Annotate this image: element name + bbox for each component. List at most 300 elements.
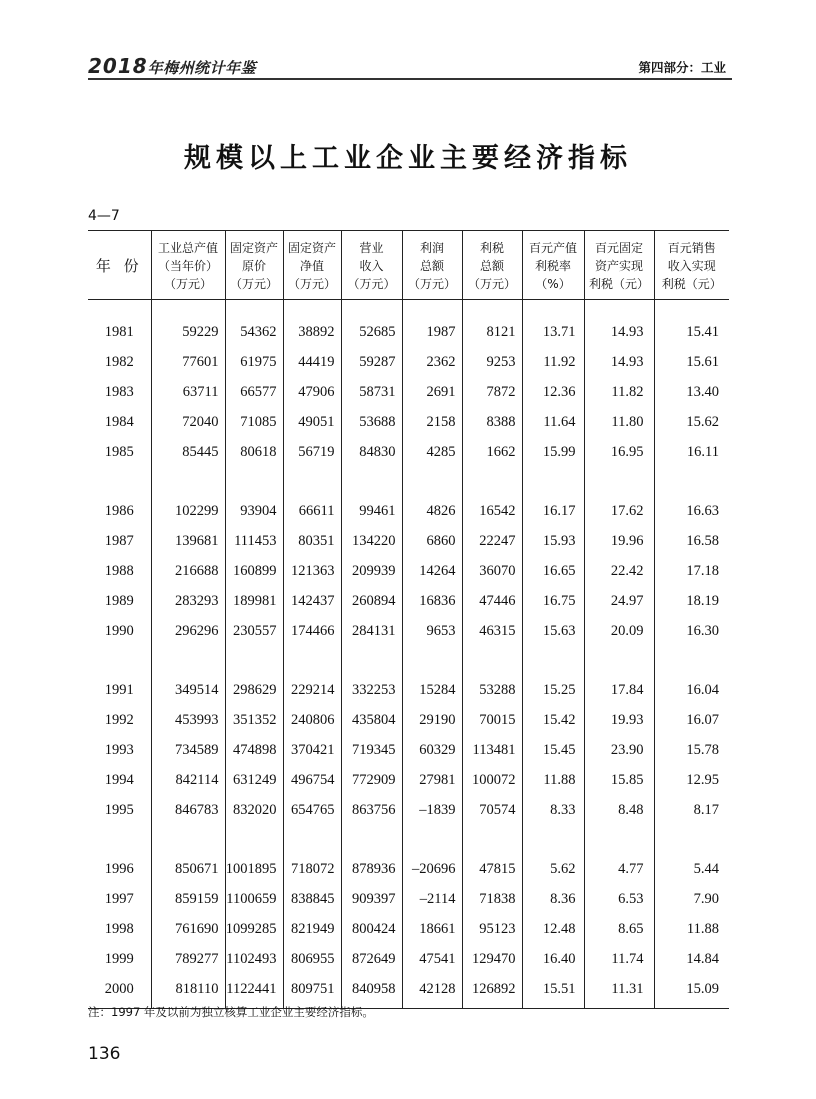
cell-tax: 126892	[462, 974, 522, 1008]
cell-per_sales: 13.40	[654, 378, 729, 408]
cell-per_fixed: 16.95	[584, 437, 654, 467]
cell-year: 1984	[104, 413, 134, 430]
cell-year: 1997	[104, 891, 134, 908]
cell-revenue: 878936	[341, 855, 402, 885]
cell-year: 1987	[104, 533, 134, 550]
cell-profit: 15284	[402, 676, 462, 706]
cell-ratio: 8.36	[522, 885, 584, 915]
spacer-cell	[402, 467, 462, 497]
cell-per_fixed: 20.09	[584, 616, 654, 646]
column-header-line: （万元）	[467, 277, 516, 291]
cell-output: 296296	[151, 616, 225, 646]
cell-tax: 95123	[462, 915, 522, 945]
cell-output: 72040	[151, 407, 225, 437]
column-header-line: 年 份	[95, 257, 143, 275]
cell-revenue: 435804	[341, 706, 402, 736]
cell-profit: 9653	[402, 616, 462, 646]
cell-fixed_net: 44419	[283, 348, 341, 378]
cell-year: 2000	[88, 974, 151, 1008]
cell-output: 453993	[151, 706, 225, 736]
cell-fixed_net: 38892	[283, 300, 341, 348]
cell-year: 1992	[104, 712, 134, 729]
cell-output: 283293	[151, 586, 225, 616]
cell-tax: 129470	[462, 944, 522, 974]
column-header-fixed_net	[283, 231, 341, 300]
cell-per_sales: 16.63	[654, 497, 729, 527]
cell-profit: 2362	[402, 348, 462, 378]
cell-fixed_net: 47906	[283, 378, 341, 408]
cell-fixed_net: 838845	[283, 885, 341, 915]
cell-per_fixed: 11.31	[584, 974, 654, 1008]
cell-fixed_net: 80351	[283, 527, 341, 557]
cell-profit: 42128	[402, 974, 462, 1008]
cell-fixed_orig: 230557	[225, 616, 283, 646]
spacer-cell	[283, 467, 341, 497]
cell-tax: 100072	[462, 765, 522, 795]
column-header-line: （万元）	[229, 277, 278, 291]
cell-fixed_orig: 80618	[225, 437, 283, 467]
cell-tax: 1662	[462, 437, 522, 467]
table-row	[88, 885, 729, 915]
table-body	[88, 300, 729, 1009]
cell-tax: 8388	[462, 407, 522, 437]
cell-year: 1998	[104, 920, 134, 937]
table-row	[88, 300, 729, 348]
table-row	[88, 497, 729, 527]
cell-per_sales: 16.07	[654, 706, 729, 736]
column-header-line: 利税率	[534, 259, 571, 273]
spacer-cell	[151, 825, 225, 855]
cell-revenue: 59287	[341, 348, 402, 378]
cell-revenue: 872649	[341, 944, 402, 974]
column-header-line: 原价	[241, 259, 266, 273]
cell-revenue: 772909	[341, 765, 402, 795]
cell-fixed_net: 496754	[283, 765, 341, 795]
cell-fixed_net: 718072	[283, 855, 341, 885]
cell-output: 734589	[151, 736, 225, 766]
column-header-line: 百元销售	[667, 241, 716, 255]
cell-ratio: 13.71	[522, 300, 584, 348]
cell-per_fixed: 24.97	[584, 586, 654, 616]
table-row	[88, 795, 729, 825]
spacer-cell	[225, 646, 283, 676]
book-title-year: 2018	[88, 54, 148, 78]
cell-fixed_net: 229214	[283, 676, 341, 706]
cell-year: 1989	[104, 592, 134, 609]
table-row	[88, 348, 729, 378]
table-number: 4—7	[88, 208, 120, 224]
cell-tax: 71838	[462, 885, 522, 915]
cell-per_fixed: 19.93	[584, 706, 654, 736]
spacer-cell	[341, 467, 402, 497]
cell-fixed_orig: 1100659	[225, 885, 283, 915]
column-header-line: （%）	[535, 277, 571, 291]
cell-output: 761690	[151, 915, 225, 945]
cell-revenue: 284131	[341, 616, 402, 646]
spacer-cell	[522, 825, 584, 855]
cell-year: 1986	[104, 503, 134, 520]
column-header-per_fixed	[584, 231, 654, 300]
cell-ratio: 11.92	[522, 348, 584, 378]
cell-revenue: 863756	[341, 795, 402, 825]
table-row	[88, 557, 729, 587]
cell-per_sales: 18.19	[654, 586, 729, 616]
cell-year: 1990	[104, 622, 134, 639]
cell-per_sales: 15.09	[654, 974, 729, 1008]
table-row	[88, 676, 729, 706]
cell-per_fixed: 11.74	[584, 944, 654, 974]
column-header-line: （万元）	[407, 277, 456, 291]
cell-per_fixed: 6.53	[584, 885, 654, 915]
cell-tax: 22247	[462, 527, 522, 557]
section-title: 第四部分：工业	[638, 60, 726, 75]
spacer-cell	[462, 646, 522, 676]
spacer-cell	[88, 467, 151, 497]
spacer-cell	[462, 467, 522, 497]
column-header-profit	[402, 231, 462, 300]
spacer-cell	[88, 825, 151, 855]
cell-profit: –20696	[402, 855, 462, 885]
cell-fixed_orig: 189981	[225, 586, 283, 616]
cell-tax: 70574	[462, 795, 522, 825]
cell-tax: 53288	[462, 676, 522, 706]
cell-ratio: 15.99	[522, 437, 584, 467]
cell-revenue: 719345	[341, 736, 402, 766]
cell-revenue: 58731	[341, 378, 402, 408]
column-header-line: 工业总产值	[157, 241, 218, 255]
cell-fixed_orig: 351352	[225, 706, 283, 736]
cell-per_fixed: 4.77	[584, 855, 654, 885]
spacer-cell	[341, 825, 402, 855]
table-row	[88, 586, 729, 616]
column-header-line: 利税（元）	[661, 277, 722, 291]
column-header-line: 总额	[479, 259, 504, 273]
cell-per_fixed: 8.65	[584, 915, 654, 945]
cell-fixed_orig: 1122441	[225, 974, 283, 1008]
cell-per_sales: 16.30	[654, 616, 729, 646]
column-header-fixed_orig	[225, 231, 283, 300]
cell-ratio: 5.62	[522, 855, 584, 885]
cell-fixed_net: 240806	[283, 706, 341, 736]
cell-ratio: 12.36	[522, 378, 584, 408]
spacer-cell	[151, 646, 225, 676]
cell-per_sales: 5.44	[654, 855, 729, 885]
spacer-cell	[283, 825, 341, 855]
table-row	[88, 765, 729, 795]
cell-output: 102299	[151, 497, 225, 527]
cell-per_sales: 7.90	[654, 885, 729, 915]
cell-per_sales: 15.41	[654, 300, 729, 348]
cell-output: 842114	[151, 765, 225, 795]
cell-per_sales: 16.04	[654, 676, 729, 706]
cell-output: 85445	[151, 437, 225, 467]
cell-ratio: 16.75	[522, 586, 584, 616]
cell-output: 789277	[151, 944, 225, 974]
group-spacer	[88, 646, 729, 676]
cell-profit: 16836	[402, 586, 462, 616]
table-row	[88, 944, 729, 974]
table-header-row	[88, 231, 729, 300]
footnote: 注：1997 年及以前为独立核算工业企业主要经济指标。	[88, 1005, 374, 1019]
cell-tax: 36070	[462, 557, 522, 587]
cell-per_sales: 8.17	[654, 795, 729, 825]
column-header-line: 固定资产	[229, 241, 278, 255]
cell-per_fixed: 19.96	[584, 527, 654, 557]
cell-fixed_orig: 61975	[225, 348, 283, 378]
cell-output: 846783	[151, 795, 225, 825]
cell-per_fixed: 14.93	[584, 300, 654, 348]
cell-profit: 27981	[402, 765, 462, 795]
book-title-text: 年梅州统计年鉴	[147, 59, 257, 77]
column-header-line: 百元产值	[528, 241, 577, 255]
cell-per_fixed: 14.93	[584, 348, 654, 378]
table-row	[88, 915, 729, 945]
cell-ratio: 8.33	[522, 795, 584, 825]
column-header-line: 利润	[419, 241, 444, 255]
cell-tax: 46315	[462, 616, 522, 646]
column-header-line: （万元）	[163, 277, 212, 291]
cell-profit: 2691	[402, 378, 462, 408]
cell-ratio: 15.93	[522, 527, 584, 557]
cell-fixed_net: 121363	[283, 557, 341, 587]
cell-profit: 4285	[402, 437, 462, 467]
column-header-line: 固定资产	[287, 241, 336, 255]
cell-ratio: 15.45	[522, 736, 584, 766]
cell-ratio: 11.64	[522, 407, 584, 437]
cell-output: 818110	[151, 974, 225, 1008]
spacer-cell	[402, 825, 462, 855]
spacer-cell	[402, 646, 462, 676]
cell-fixed_orig: 1099285	[225, 915, 283, 945]
cell-fixed_net: 809751	[283, 974, 341, 1008]
cell-fixed_orig: 160899	[225, 557, 283, 587]
cell-ratio: 15.42	[522, 706, 584, 736]
cell-profit: 6860	[402, 527, 462, 557]
spacer-cell	[225, 467, 283, 497]
cell-per_sales: 17.18	[654, 557, 729, 587]
spacer-cell	[522, 646, 584, 676]
cell-profit: 60329	[402, 736, 462, 766]
cell-tax: 9253	[462, 348, 522, 378]
cell-year: 1983	[104, 383, 134, 400]
cell-profit: 29190	[402, 706, 462, 736]
spacer-cell	[151, 467, 225, 497]
cell-per_sales: 16.58	[654, 527, 729, 557]
cell-fixed_orig: 54362	[225, 300, 283, 348]
cell-fixed_net: 821949	[283, 915, 341, 945]
spacer-cell	[225, 825, 283, 855]
cell-output: 216688	[151, 557, 225, 587]
cell-per_fixed: 22.42	[584, 557, 654, 587]
cell-profit: 2158	[402, 407, 462, 437]
spacer-cell	[654, 646, 729, 676]
cell-fixed_net: 56719	[283, 437, 341, 467]
cell-profit: 47541	[402, 944, 462, 974]
column-header-line: 利税	[479, 241, 504, 255]
cell-year: 1993	[104, 741, 134, 758]
cell-revenue: 84830	[341, 437, 402, 467]
cell-fixed_net: 49051	[283, 407, 341, 437]
cell-fixed_net: 142437	[283, 586, 341, 616]
cell-fixed_net: 370421	[283, 736, 341, 766]
cell-fixed_orig: 66577	[225, 378, 283, 408]
indicator-table	[88, 230, 729, 1009]
group-spacer	[88, 825, 729, 855]
spacer-cell	[654, 467, 729, 497]
table-row	[88, 616, 729, 646]
spacer-cell	[522, 467, 584, 497]
cell-output: 850671	[151, 855, 225, 885]
column-header-line: 收入	[359, 259, 384, 273]
cell-ratio: 16.17	[522, 497, 584, 527]
column-header-output	[151, 231, 225, 300]
cell-year: 1991	[104, 682, 134, 699]
book-title	[88, 54, 256, 78]
cell-per_sales: 14.84	[654, 944, 729, 974]
cell-per_fixed: 17.84	[584, 676, 654, 706]
cell-ratio: 15.63	[522, 616, 584, 646]
cell-year: 1996	[104, 861, 134, 878]
cell-output: 59229	[151, 300, 225, 348]
table-row	[88, 378, 729, 408]
cell-revenue: 52685	[341, 300, 402, 348]
column-header-ratio	[522, 231, 584, 300]
cell-tax: 47446	[462, 586, 522, 616]
table-row	[88, 736, 729, 766]
column-header-line: 收入实现	[667, 259, 716, 273]
cell-revenue: 800424	[341, 915, 402, 945]
cell-fixed_orig: 832020	[225, 795, 283, 825]
column-header-line: 营业	[359, 241, 384, 255]
table-row	[88, 855, 729, 885]
column-header-tax	[462, 231, 522, 300]
cell-year: 1981	[104, 324, 134, 341]
running-header	[88, 52, 732, 82]
cell-per_sales: 12.95	[654, 765, 729, 795]
cell-profit: 1987	[402, 300, 462, 348]
cell-revenue: 99461	[341, 497, 402, 527]
page-number: 136	[88, 1044, 121, 1064]
cell-fixed_net: 806955	[283, 944, 341, 974]
spacer-cell	[654, 825, 729, 855]
cell-fixed_orig: 111453	[225, 527, 283, 557]
cell-revenue: 909397	[341, 885, 402, 915]
cell-year: 1988	[104, 562, 134, 579]
cell-tax: 16542	[462, 497, 522, 527]
column-header-line: 百元固定	[594, 241, 643, 255]
table-row	[88, 437, 729, 467]
table-row	[88, 706, 729, 736]
cell-per_sales: 15.78	[654, 736, 729, 766]
cell-profit: 14264	[402, 557, 462, 587]
page-title: 规模以上工业企业主要经济指标	[184, 143, 632, 174]
cell-profit: 4826	[402, 497, 462, 527]
cell-fixed_orig: 474898	[225, 736, 283, 766]
cell-tax: 7872	[462, 378, 522, 408]
cell-revenue: 840958	[341, 974, 402, 1008]
cell-output: 139681	[151, 527, 225, 557]
cell-year: 1985	[104, 443, 134, 460]
table-row	[88, 407, 729, 437]
cell-per_fixed: 11.80	[584, 407, 654, 437]
column-header-line: 利税（元）	[588, 277, 649, 291]
cell-per_fixed: 8.48	[584, 795, 654, 825]
cell-tax: 113481	[462, 736, 522, 766]
column-header-line: （万元）	[287, 277, 336, 291]
cell-revenue: 332253	[341, 676, 402, 706]
cell-output: 63711	[151, 378, 225, 408]
spacer-cell	[584, 646, 654, 676]
column-header-line: 净值	[299, 259, 324, 273]
group-spacer	[88, 467, 729, 497]
column-header-per_sales	[654, 231, 729, 300]
cell-output: 859159	[151, 885, 225, 915]
cell-year: 1999	[104, 950, 134, 967]
cell-revenue: 209939	[341, 557, 402, 587]
spacer-cell	[341, 646, 402, 676]
cell-per_fixed: 23.90	[584, 736, 654, 766]
cell-fixed_orig: 1001895	[225, 855, 283, 885]
cell-tax: 70015	[462, 706, 522, 736]
cell-ratio: 15.51	[522, 974, 584, 1008]
cell-profit: –2114	[402, 885, 462, 915]
cell-per_sales: 15.62	[654, 407, 729, 437]
cell-fixed_orig: 71085	[225, 407, 283, 437]
cell-fixed_orig: 93904	[225, 497, 283, 527]
cell-revenue: 53688	[341, 407, 402, 437]
cell-tax: 8121	[462, 300, 522, 348]
cell-revenue: 260894	[341, 586, 402, 616]
table-row	[88, 527, 729, 557]
spacer-cell	[283, 646, 341, 676]
cell-per_fixed: 11.82	[584, 378, 654, 408]
cell-ratio: 11.88	[522, 765, 584, 795]
cell-fixed_net: 174466	[283, 616, 341, 646]
cell-per_fixed: 15.85	[584, 765, 654, 795]
column-header-line: 总额	[419, 259, 444, 273]
cell-output: 349514	[151, 676, 225, 706]
column-header-revenue	[341, 231, 402, 300]
cell-per_sales: 16.11	[654, 437, 729, 467]
cell-fixed_orig: 298629	[225, 676, 283, 706]
column-header-line: （当年价）	[157, 259, 218, 273]
cell-ratio: 12.48	[522, 915, 584, 945]
spacer-cell	[88, 646, 151, 676]
cell-year: 1982	[104, 354, 134, 371]
cell-fixed_orig: 631249	[225, 765, 283, 795]
cell-profit: –1839	[402, 795, 462, 825]
spacer-cell	[462, 825, 522, 855]
cell-ratio: 16.65	[522, 557, 584, 587]
cell-fixed_net: 66611	[283, 497, 341, 527]
cell-per_sales: 15.61	[654, 348, 729, 378]
cell-per_fixed: 17.62	[584, 497, 654, 527]
cell-fixed_net: 654765	[283, 795, 341, 825]
spacer-cell	[584, 467, 654, 497]
cell-year: 1994	[104, 771, 134, 788]
cell-revenue: 134220	[341, 527, 402, 557]
cell-tax: 47815	[462, 855, 522, 885]
header-rule	[88, 78, 732, 80]
cell-fixed_orig: 1102493	[225, 944, 283, 974]
cell-ratio: 15.25	[522, 676, 584, 706]
cell-output: 77601	[151, 348, 225, 378]
cell-year: 1995	[104, 801, 134, 818]
spacer-cell	[584, 825, 654, 855]
column-header-year	[88, 231, 151, 300]
column-header-line: （万元）	[347, 277, 396, 291]
cell-profit: 18661	[402, 915, 462, 945]
